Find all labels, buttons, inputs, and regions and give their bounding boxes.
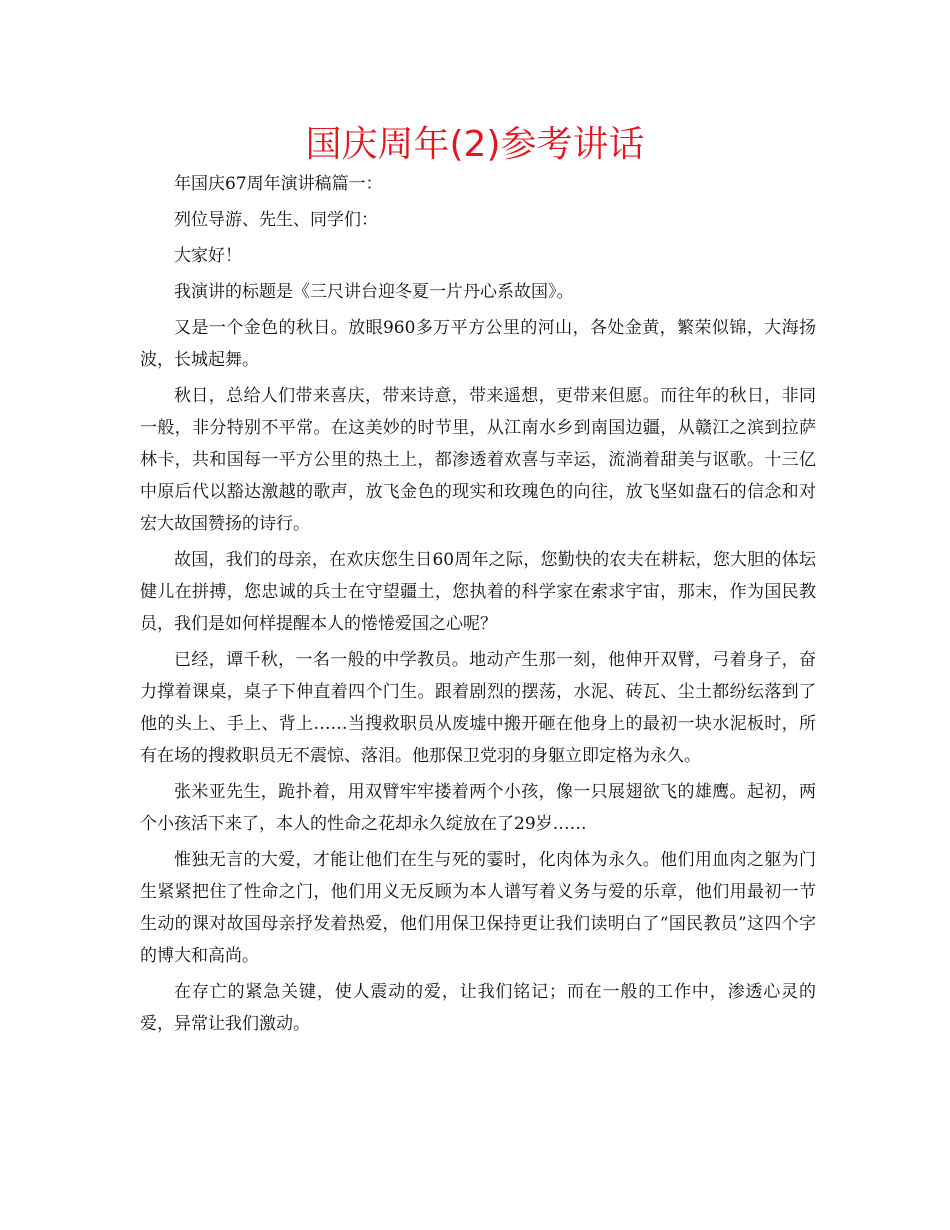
paragraph: 年国庆67周年演讲稿篇一： <box>174 174 383 194</box>
paragraph: 大家好！ <box>174 246 242 266</box>
document-body <box>140 168 816 1044</box>
paragraph: 故国，我们的母亲，在欢庆您生日60周年之际，您勤快的农夫在耕耘，您大胆的体坛健儿在拼搏，您忠诚的兵士在守望疆土，您执着的科学家在索求宇宙，那末，作为国民教员，我们是如何样提醒本人的惓惓爱国之心呢？ <box>140 550 816 634</box>
paragraph: 已经，谭千秋，一名一般的中学教员。地动产生那一刻，他伸开双臂，弓着身子，奋力撑着课桌，桌子下伸直着四个门生。跟着剧烈的摆荡，水泥、砖瓦、尘土都纷纭落到了他的头上、手上、背上……当搜救职员从废墟中搬开砸在他身上的最初一块水泥板时，所有在场的搜救职员无不震惊、落泪。他那保卫党羽的身躯立即定格为永久。 <box>140 650 816 766</box>
document-title: 国庆周年(2)参考讲话 <box>305 124 645 165</box>
paragraph: 惟独无言的大爱，才能让他们在生与死的霎时，化肉体为永久。他们用血肉之躯为门生紧紧把住了性命之门，他们用义无反顾为本人谱写着义务与爱的乐章，他们用最初一节生动的课对故国母亲抒发着热爱，他们用保卫保持更让我们读明白了“国民教员”这四个字的博大和高尚。 <box>140 850 816 966</box>
paragraph: 列位导游、先生、同学们： <box>174 210 378 230</box>
paragraph: 张米亚先生，跪扑着，用双臂牢牢搂着两个小孩，像一只展翅欲飞的雄鹰。起初，两个小孩活下来了，本人的性命之花却永久绽放在了29岁…… <box>140 782 816 834</box>
paragraph: 又是一个金色的秋日。放眼960多万平方公里的河山，各处金黄，繁荣似锦，大海扬波，长城起舞。 <box>140 318 816 370</box>
paragraph: 秋日，总给人们带来喜庆，带来诗意，带来遥想，更带来但愿。而往年的秋日，非同一般，非分特别不平常。在这美妙的时节里，从江南水乡到南国边疆，从赣江之滨到拉萨林卡，共和国每一平方公里的热土上，都渗透着欢喜与幸运，流淌着甜美与讴歌。十三亿中原后代以豁达激越的歌声，放飞金色的现实和玫瑰色的向往，放飞坚如盘石的信念和对宏大故国赞扬的诗行。 <box>140 386 816 534</box>
paragraph: 我演讲的标题是《三尺讲台迎冬夏一片丹心系故国》。 <box>174 282 574 302</box>
paragraph: 在存亡的紧急关键，使人震动的爱，让我们铭记；而在一般的工作中，渗透心灵的爱，异常让我们激动。 <box>140 982 816 1034</box>
